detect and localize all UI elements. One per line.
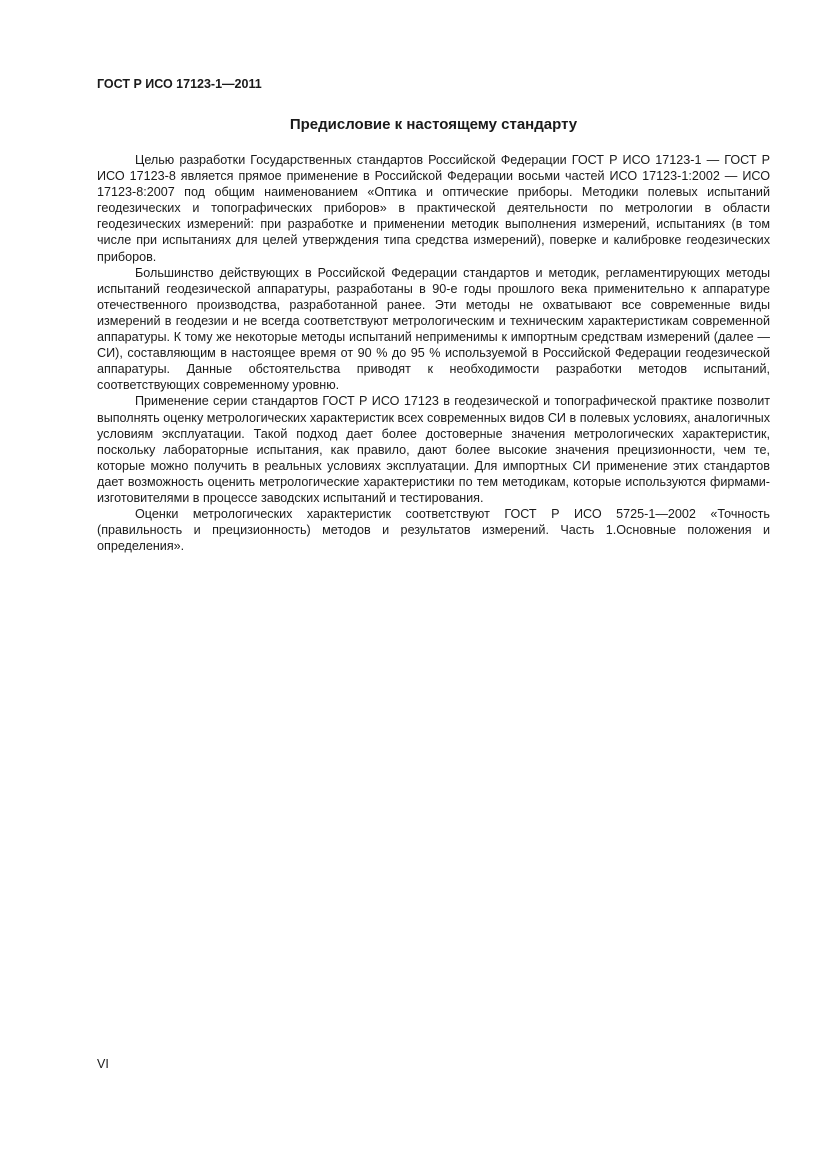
paragraph-assessment: Оценки метрологических характеристик соответствуют ГОСТ Р ИСО 5725-1—2002 «Точность (правильность и прецизионность) методов и результатов измерений. Часть 1.Основные положения и определения». bbox=[97, 507, 770, 554]
paragraph-purpose: Целью разработки Государственных стандартов Российской Федерации ГОСТ Р ИСО 17123-1 — ГОСТ Р ИСО 17123-8 является прямое применение в Российской Федерации восьми частей ИСО 17123-1:2002 — ИСО 17123-8:2007 под общим наименованием «Оптика и оптические приборы. Методики полевых испытаний геодезических и топографических приборов» в практической деятельности по метрологии в области геодезических измерений: при разработке и применении методик выполнения измерений, испытаниях (в том числе при испытаниях для целей утверждения типа средства измерений), поверке и калибровке геодезических приборов. bbox=[97, 153, 770, 264]
standard-code-header: ГОСТ Р ИСО 17123-1—2011 bbox=[97, 77, 262, 91]
page-number: VI bbox=[97, 1057, 109, 1071]
section-title: Предисловие к настоящему стандарту bbox=[289, 116, 578, 133]
paragraph-application: Применение серии стандартов ГОСТ Р ИСО 17123 в геодезической и топографической практике позволит выполнять оценку метрологических характеристик всех современных видов СИ в полевых условиях, аналогичных условиям эксплуатации. Такой подход дает более достоверные значения метрологических характеристик, поскольку лабораторные испытания, как правило, дают более высокие значения прецизионности, чем те, которые можно получить в реальных условиях эксплуатации. Для импортных СИ применение этих стандартов дает возможность оценить метрологические характеристики по тем методикам, которые используются фирмами-изготовителями в процессе заводских испытаний и тестирования. bbox=[97, 394, 770, 505]
foreword-body bbox=[97, 152, 770, 554]
paragraph-existing-methods: Большинство действующих в Российской Федерации стандартов и методик, регламентирующих методы испытаний геодезической аппаратуры, разработаны в 90-е годы прошлого века применительно к аппаратуре отечественного производства, разработанной ранее. Эти методы не охватывают все современные виды измерений в геодезии и не всегда соответствуют метрологическим и техническим характеристикам современной аппаратуры. К тому же некоторые методы испытаний неприменимы к импортным средствам измерений (далее — СИ), составляющим в настоящее время от 90 % до 95 % используемой в Российской Федерации геодезической аппаратуры. Данные обстоятельства приводят к необходимости разработки методов испытаний, соответствующих современному уровню. bbox=[97, 265, 770, 393]
